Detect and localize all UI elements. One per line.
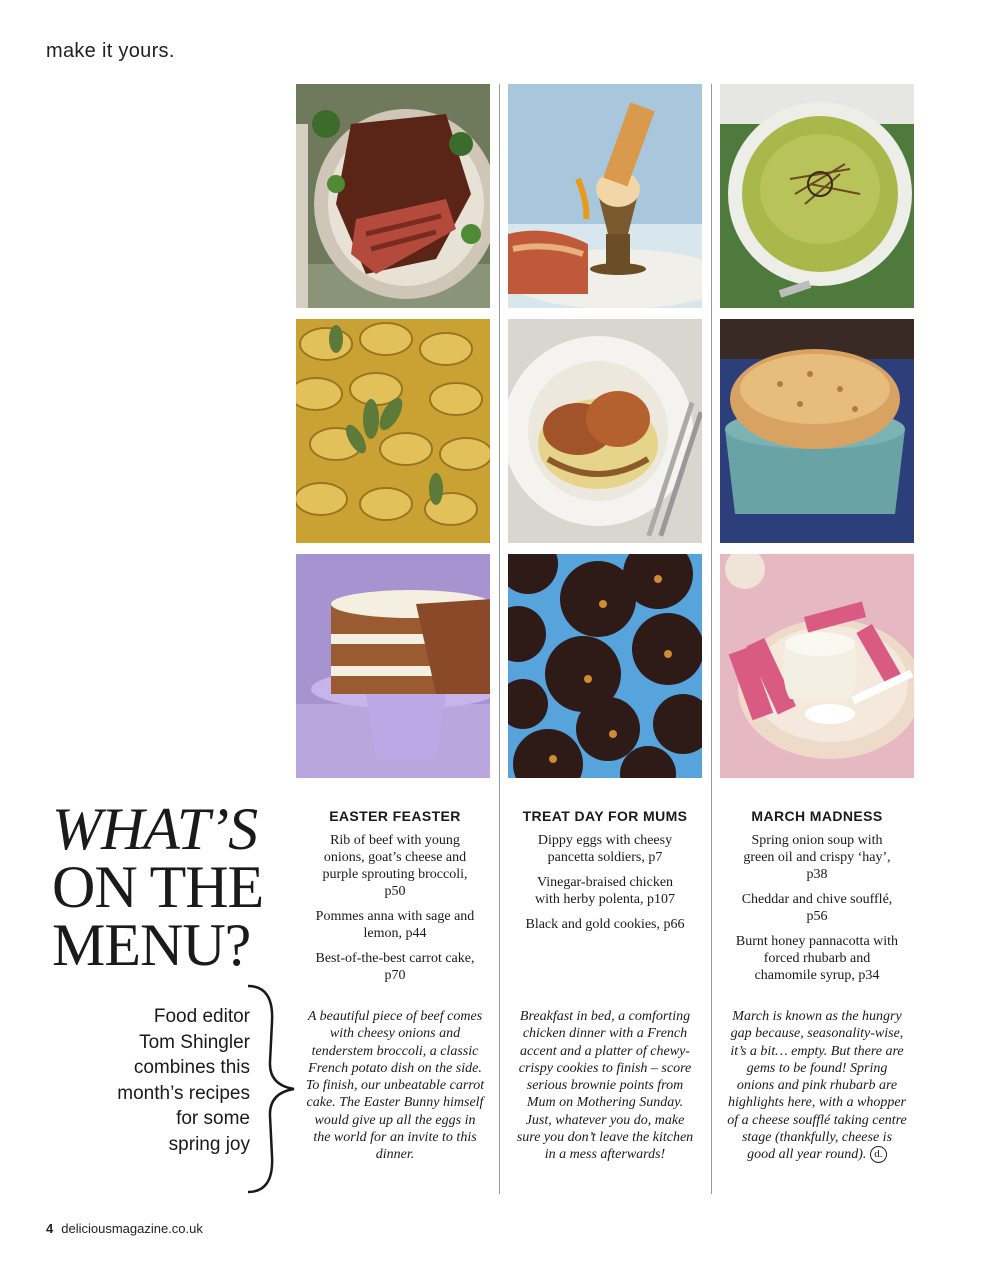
spring-onion-soup-photo — [720, 84, 914, 308]
black-gold-cookies-photo — [508, 554, 702, 778]
menu-column-title: TREAT DAY FOR MUMS — [522, 808, 688, 824]
page-footer — [46, 1221, 203, 1236]
dippy-egg-photo — [508, 84, 702, 308]
menu-column-treat-day-for-mums — [508, 808, 702, 941]
column-divider — [499, 84, 500, 1194]
page-number: 4 — [46, 1221, 54, 1236]
standfirst-line: month’s recipes — [117, 1082, 250, 1104]
menu-column-march-madness — [720, 808, 914, 992]
curly-brace-icon — [244, 982, 304, 1196]
standfirst-line: Tom Shingler — [139, 1031, 250, 1053]
recipe-item: Pommes anna with sage and lemon, p44 — [315, 909, 475, 941]
pommes-anna-photo — [296, 319, 490, 543]
menu-blurb: March is known as the hungry gap because, seasonality-wise, it’s a bit… empty. But there are gems to be found! Spring onions and pink rhubarb are highlights here, with a whopper of a cheese soufflé taking centre stage (thankfully, cheese is good all year round). — [727, 1009, 907, 1163]
footer-site-link[interactable]: deliciousmagazine.co.uk — [61, 1221, 203, 1236]
headline-line: ON THE — [52, 854, 264, 920]
roast-beef-photo — [296, 84, 490, 308]
column-divider — [711, 84, 712, 1194]
recipe-item: Dippy eggs with cheesy pancetta soldiers, p7 — [537, 833, 673, 865]
standfirst-line: Food editor — [153, 1006, 250, 1027]
menu-blurb: Breakfast in bed, a comforting chicken dinner with a French accent and a platter of chewy-crispy cookies to finish – score serious brownie points from Mum on Mothering Sunday. Just, whatever you do, make sure you don’t leave the kitchen in a mess afterwards! — [516, 1009, 694, 1163]
carrot-cake-photo — [296, 554, 490, 778]
recipe-item: Spring onion soup with green oil and crispy ‘hay’, p38 — [743, 833, 891, 882]
recipe-item: Vinegar-braised chicken with herby polenta, p107 — [535, 875, 675, 907]
standfirst-line: spring joy — [168, 1133, 250, 1155]
menu-blurb: A beautiful piece of beef comes with cheesy onions and tenderstem broccoli, a classic French potato dish on the side. To finish, our unbeatable carrot cake. The Easter Bunny himself would give up all the eggs in the world for an invite to this dinner. — [305, 1009, 485, 1163]
recipe-item: Best-of-the-best carrot cake, p70 — [315, 951, 475, 983]
recipe-item: Rib of beef with young onions, goat’s cheese and purple sprouting broccoli, p50 — [322, 833, 468, 899]
menu-blurb-container — [727, 1008, 907, 1164]
headline-line: MENU? — [52, 912, 251, 978]
standfirst-line: for some — [176, 1108, 250, 1129]
recipe-item: Burnt honey pannacotta with forced rhubarb and chamomile syrup, p34 — [735, 934, 899, 983]
braised-chicken-photo — [508, 319, 702, 543]
menu-column-title: EASTER FEASTER — [329, 808, 461, 824]
recipe-item: Black and gold cookies, p66 — [525, 917, 685, 932]
page-headline — [52, 796, 292, 978]
delicious-end-mark-icon: d. — [870, 1146, 887, 1163]
rhubarb-pannacotta-photo — [720, 554, 914, 778]
menu-column-easter-feaster — [298, 808, 492, 992]
standfirst-line: combines this — [133, 1057, 250, 1078]
menu-column-title: MARCH MADNESS — [751, 808, 883, 824]
recipe-item: Cheddar and chive soufflé, p56 — [741, 892, 893, 924]
cheese-souffle-photo — [720, 319, 914, 543]
headline-line: WHAT’S — [52, 796, 258, 862]
section-label: make it yours. — [46, 40, 175, 62]
standfirst — [60, 1004, 250, 1157]
